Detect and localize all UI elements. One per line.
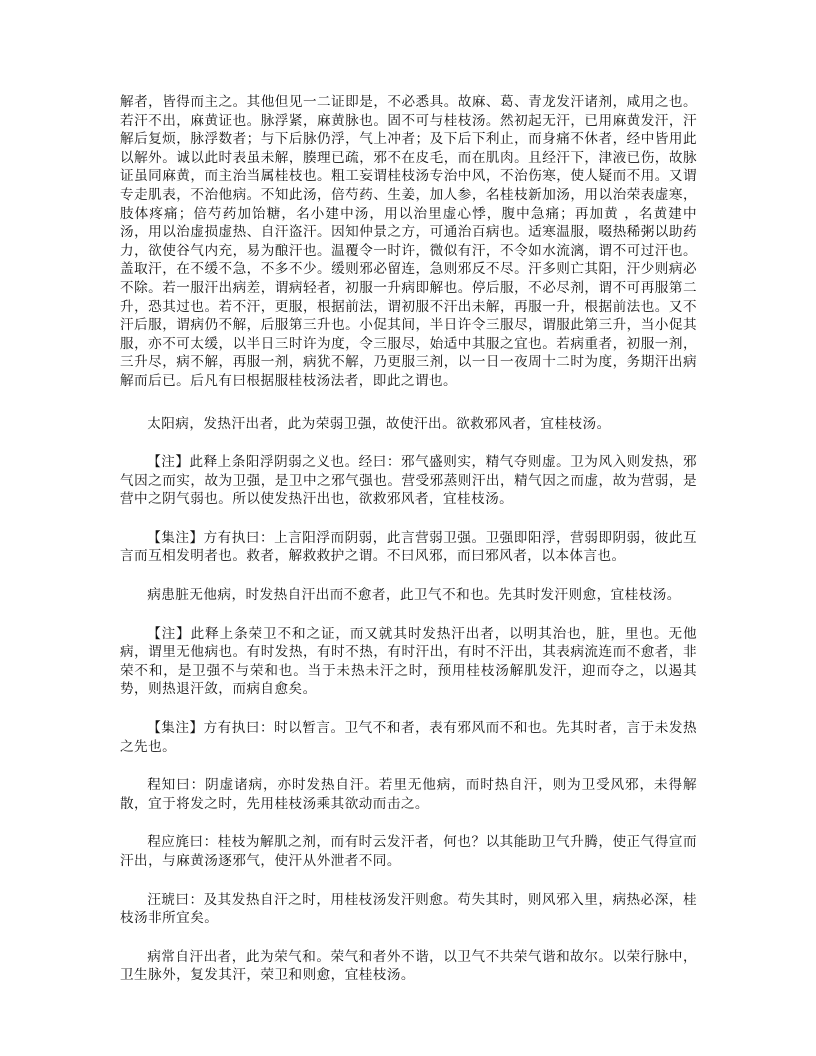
- paragraph-commentary: 程知曰：阴虚诸病，亦时发热自汗。若里无他病，而时热自汗，则为卫受风邪，未得解散，宜于将发之时，先用桂枝汤乘其欲动而击之。: [120, 777, 697, 812]
- paragraph-original-text: 病常自汗出者，此为荣气和。荣气和者外不谐，以卫气不共荣气谐和故尔。以荣行脉中，卫生脉外，复发其汗，荣卫和则愈，宜桂枝汤。: [120, 948, 697, 984]
- paragraph-commentary: 汪琥曰：及其发热自汗之时，用桂枝汤发汗则愈。苟失其时，则风邪入里，病热必深，桂枝汤非所宜矣。: [120, 891, 697, 927]
- paragraph-original-text: 病患脏无他病，时发热自汗出而不愈者，此卫气不和也。先其时发汗则愈，宜桂枝汤。: [147, 587, 681, 604]
- paragraph-collected-annotation: 【集注】方有执曰：上言阳浮而阴弱，此言营弱卫强。卫强即阳浮，营弱即阴弱，彼此互言而互相发明者也。救者，解救救护之谓。不曰风邪，而曰邪风者，以本体言也。: [120, 529, 697, 565]
- paragraph-continuation: 解者，皆得而主之。其他但见一二证即是，不必悉具。故麻、葛、青龙发汗诸剂，咸用之也。若汗不出，麻黄证也。脉浮紧，麻黄脉也。固不可与桂枝汤。然初起无汗，已用麻黄发汗，汗解后复烦，脉浮数者；与下后脉仍浮，气上冲者；及下后下利止，而身痛不休者，经中皆用此以解外。诚以此时表虽未解，腠理已疏，邪不在皮毛，而在肌肉。且经汗下，津液已伤，故脉证虽同麻黄，而主治当属桂枝也。粗工妄谓桂枝汤专治中风，不治伤寒，使人疑而不用。又谓专走肌表，不治他病。不知此汤，倍芍药、生姜，加人参，名桂枝新加汤，用以治荣表虚寒，肢体疼痛；倍芍药加饴糖，名小建中汤，用以治里虚心悸，腹中急痛；再加黄 ，名黄建中汤，用以治虚损虚热、自汗盗汗。因知仲景之方，可通治百病也。适寒温服，啜热稀粥以助药力，欲使谷气内充，易为酿汗也。温覆令一时许，微似有汗，不令如水流漓，谓不可过汗也。盖取汗，在不缓不急，不多不少。缓则邪必留连，急则邪反不尽。汗多则亡其阳，汗少则病必不除。若一服汗出病差，谓病轻者，初服一升病即解也。停后服，不必尽剂，谓不可再服第二升，恐其过也。若不汗，更服，根据前法，谓初服不汗出未解，再服一升，根据前法也。又不汗后服，谓病仍不解，后服第三升也。小促其间，半日许令三服尽，谓服此第三升，当小促其服，亦不可太缓，以半日三时许为度，令三服尽，始适中其服之宜也。若病重者，初服一剂，三升尽，病不解，再服一剂，病犹不解，乃更服三剂，以一日一夜周十二时为度，务期汗出病解而后已。后凡有曰根据服桂枝汤法者，即此之谓也。: [120, 94, 697, 389]
- paragraph-original-text: 太阳病，发热汗出者，此为荣弱卫强，故使汗出。欲救邪风者，宜桂枝汤。: [147, 415, 611, 432]
- paragraph-commentary: 程应旄曰：桂枝为解肌之剂，而有时云发汗者，何也？以其能助卫气升腾，使正气得宣而汗出，与麻黄汤逐邪气，使汗从外泄者不同。: [120, 834, 697, 869]
- document-page: [120, 93, 697, 985]
- paragraph-annotation: 【注】此释上条荣卫不和之证，而又就其时发热汗出者，以明其治也，脏，里也。无他病，谓里无他病也。有时发热，有时不热，有时汗出，有时不汗出，其表病流连而不愈者，非荣不和，是卫强不与荣和也。当于未热未汗之时，预用桂枝汤解肌发汗，迎而夺之，以遏其势，则热退汗敛，而病自愈矣。: [120, 625, 697, 698]
- paragraph-collected-annotation: 【集注】方有执曰：时以暂言。卫气不和者，表有邪风而不和也。先其时者，言于未发热之先也。: [120, 720, 697, 755]
- paragraph-annotation: 【注】此释上条阳浮阴弱之义也。经曰：邪气盛则实，精气夺则虚。卫为风入则发热，邪气因之而实，故为卫强，是卫中之邪气强也。营受邪蒸则汗出，精气因之而虚，故为营弱，是营中之阴气弱也。所以使发热汗出也，欲救邪风者，宜桂枝汤。: [120, 454, 697, 508]
